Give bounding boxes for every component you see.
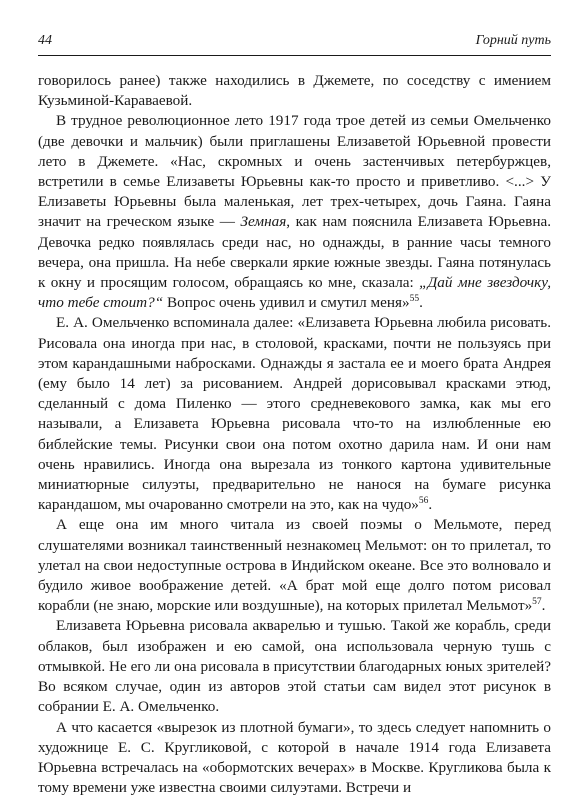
paragraph-5: Елизавета Юрьевна рисовала акварелью и тушью. Такой же корабль, среди облаков, был изображен и ею самой, она использовала черную тушь с отмывкой. Не его ли она рисовала в присутствии благодарных юных зрителей? Во всяком случае, один из авторов этой статьи сам видел этот рисунок в собрании Е. А. Омельченко. xyxy=(38,617,551,716)
paragraph-3: Е. А. Омельченко вспоминала далее: «Елизавета Юрьевна любила рисовать. Рисовала она иногда при нас, в столовой, красками, почти не пользуясь при этом карандашными набросками. Однажды я застала ее и моего брата Андрея (ему было 14 лет) за рисованием. Андрей дорисовывал красками этюд, сделанный с дома Пиленко — этого средневекового замка, как мы его называли, а Елизавета Юрьевна рисовала что-то на излюбленные ею библейские темы. Рисунки свои она потом охотно дарила нам. И они нам очень нравились. Иногда она вырезала из тонкого картона удивительные миниатюрные силуэты, предварительно не нанося на бумаге рисунка карандашом, мы очарованно смотрели на это, как на чудо»$^{56}$. xyxy=(38,314,551,514)
footnote-ref-56[interactable]: 56 xyxy=(418,496,429,507)
footnote-ref-57[interactable]: 57 xyxy=(532,597,542,608)
paragraph-1: говорилось ранее) также находились в Джемете, по соседству с имением Кузьминой-Караваевой. xyxy=(38,72,551,110)
body-text xyxy=(38,71,551,798)
footnote-ref-55[interactable]: 55 xyxy=(409,294,420,305)
paragraph-6: А что касается «вырезок из плотной бумаги», то здесь следует напомнить о художнице Е. С. Кругликовой, с которой в начале 1914 года Елизавета Юрьевна встречалась на «обормотских вечерах» в Москве. Кругликова была к тому времени уже известна своими силуэтами. Встречи и xyxy=(38,718,551,797)
paragraph-4: А еще она им много читала из своей поэмы о Мельмоте, перед слушателями возникал таинственный незнакомец Мельмот: он то прилетал, то улетал на свои недоступные острова в Индийском океане. Все это волновало и будило живое воображение детей. «А брат мой еще долго потом рисовал корабли (не знаю, морские или воздушные), на которых прилетал Мельмот»$^{57}$. xyxy=(38,516,551,615)
header-rule xyxy=(38,55,551,56)
paragraph-2: В трудное революционное лето 1917 года трое детей из семьи Омельченко (две девочки и мальчик) были приглашены Елизаветой Юрьевной провести лето в Джемете. «Нас, скромных и очень застенчивых петербуржцев, встретили в семье Елизаветы Юрьевны как-то просто и приветливо. <...> У Елизаветы Юрьевны была маленькая, лет трех-четырех, дочь Гаяна. Гаяна значит на греческом языке — Земная, как нам пояснила Елизавета Юрьевна. Девочка редко появлялась среди нас, но однажды, в ранние часы темного вечера, она пришла. На небе сверкали яркие южные звезды. Гаяна потянулась к окну и просящим голосом, обращаясь ко мне, сказала: „Дай мне звездочку, что тебе стоит?“ Вопрос очень удивил и смутил меня»$^{55}$. xyxy=(38,112,551,312)
italic-word: Земная xyxy=(240,213,287,231)
italic-quote: „Дай мне звездочку, что тебе стоит?“ xyxy=(38,274,551,312)
running-title: Горний путь xyxy=(475,33,551,48)
page-number: 44 xyxy=(38,33,52,48)
